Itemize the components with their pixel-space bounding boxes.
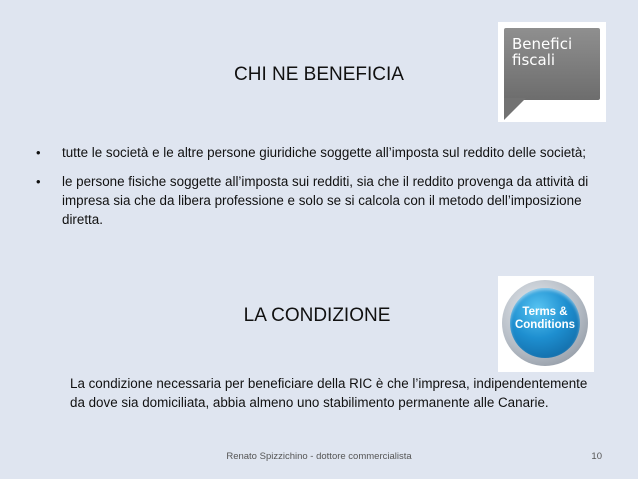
bullet-icon: •	[36, 145, 41, 160]
list-item	[30, 143, 590, 162]
benefici-fiscali-graphic	[498, 22, 606, 122]
terms-conditions-graphic	[498, 276, 594, 372]
section-title-beneficiaries: CHI NE BENEFICIA	[234, 64, 404, 85]
benefici-fiscali-text	[512, 36, 572, 68]
list-item-text: le persone fisiche soggette all’imposta sui redditi, sia che il reddito provenga da attività di impresa sia che da libera professione e solo se si calcola con il metodo dell’imposizione diretta.	[62, 174, 589, 227]
benefici-line1: Benefici	[512, 35, 573, 53]
condition-paragraph: La condizione necessaria per beneficiare della RIC è che l’impresa, indipendentemente da dove sia domiciliata, abbia almeno uno stabilimento permanente alle Canarie.	[70, 376, 588, 410]
terms-conditions-text	[510, 306, 580, 332]
page-number: 10	[591, 451, 602, 462]
footer-author: Renato Spizzichino - dottore commercialista	[226, 451, 412, 462]
list-item	[30, 172, 590, 229]
terms-line1: Terms &	[522, 306, 568, 318]
terms-line2: Conditions	[514, 319, 576, 331]
speech-tail	[504, 98, 526, 120]
benefici-line2: fiscali	[512, 51, 556, 69]
beneficiaries-list	[30, 143, 590, 239]
list-item-text: tutte le società e le altre persone giuridiche soggette all’imposta sul reddito delle società;	[62, 145, 587, 160]
bullet-icon: •	[36, 174, 41, 189]
section-title-condition: LA CONDIZIONE	[243, 305, 391, 326]
